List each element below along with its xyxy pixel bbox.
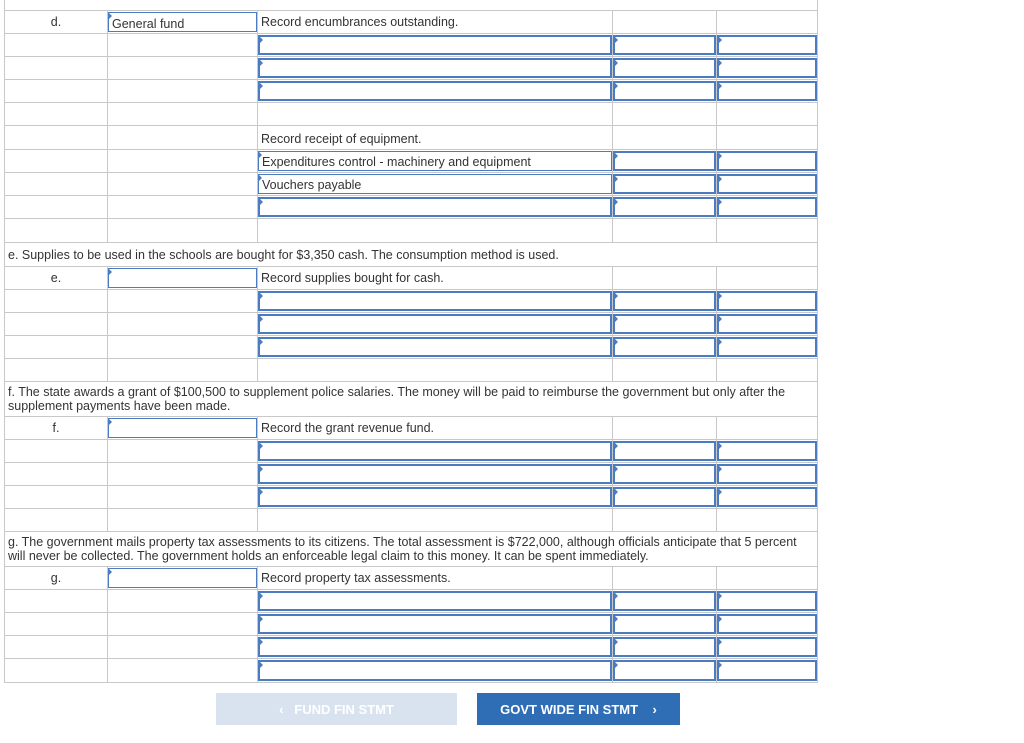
credit-input[interactable] bbox=[717, 487, 817, 507]
debit-input[interactable] bbox=[613, 197, 716, 217]
credit-input[interactable] bbox=[717, 35, 817, 55]
credit-input[interactable] bbox=[717, 314, 817, 334]
entry-d-header-row bbox=[5, 10, 817, 33]
journal-row bbox=[5, 312, 817, 335]
account-input[interactable] bbox=[258, 337, 612, 357]
credit-input[interactable] bbox=[717, 174, 817, 194]
entry-note: Record property tax assessments. bbox=[261, 571, 451, 585]
entry-g-header-row bbox=[5, 566, 817, 589]
question-f-row bbox=[5, 381, 817, 416]
journal-row bbox=[5, 635, 817, 658]
entry-label: d. bbox=[5, 11, 108, 33]
debit-input[interactable] bbox=[613, 337, 716, 357]
account-input[interactable] bbox=[258, 441, 612, 461]
credit-input[interactable] bbox=[717, 58, 817, 78]
journal-row bbox=[5, 612, 817, 635]
debit-input[interactable] bbox=[613, 35, 716, 55]
debit-input[interactable] bbox=[613, 637, 716, 657]
account-input[interactable] bbox=[258, 81, 612, 101]
journal-row bbox=[5, 149, 817, 172]
journal-row bbox=[5, 195, 817, 218]
credit-input[interactable] bbox=[717, 337, 817, 357]
debit-input[interactable] bbox=[613, 174, 716, 194]
account-input[interactable] bbox=[258, 487, 612, 507]
journal-entry-table bbox=[4, 0, 818, 683]
account-input[interactable] bbox=[258, 314, 612, 334]
account-input[interactable]: Expenditures control - machinery and equipment bbox=[258, 151, 612, 171]
entry-note: Record supplies bought for cash. bbox=[261, 271, 444, 285]
journal-row bbox=[5, 56, 817, 79]
entry-f-header-row bbox=[5, 416, 817, 439]
debit-input[interactable] bbox=[613, 291, 716, 311]
note-cell bbox=[258, 11, 613, 33]
chevron-right-icon: › bbox=[652, 701, 657, 717]
fund-select[interactable] bbox=[108, 268, 257, 288]
account-input[interactable] bbox=[258, 58, 612, 78]
debit-input[interactable] bbox=[613, 464, 716, 484]
debit-input[interactable] bbox=[613, 591, 716, 611]
chevron-left-icon: ‹ bbox=[279, 701, 284, 717]
entry-label: e. bbox=[5, 267, 108, 289]
journal-row-empty bbox=[5, 218, 817, 242]
question-g-row bbox=[5, 531, 817, 566]
fund-cell bbox=[108, 11, 258, 33]
account-input[interactable] bbox=[258, 660, 612, 681]
credit-input[interactable] bbox=[717, 291, 817, 311]
account-input[interactable] bbox=[258, 637, 612, 657]
prev-tab-button[interactable] bbox=[216, 693, 457, 725]
fund-select[interactable]: General fund bbox=[108, 12, 257, 32]
entry-e-header-row bbox=[5, 266, 817, 289]
journal-row-empty bbox=[5, 358, 817, 381]
debit-input[interactable] bbox=[613, 660, 716, 681]
account-input[interactable] bbox=[258, 291, 612, 311]
account-input[interactable]: Vouchers payable bbox=[258, 174, 612, 194]
journal-row bbox=[5, 485, 817, 508]
journal-row-empty bbox=[5, 102, 817, 125]
question-text: g. The government mails property tax assessments to its citizens. The total assessment is $722,000, although officials anticipate that 5 percent will never be collected. The government holds an enforceable legal claim to this money. It can be spent immediately. bbox=[8, 535, 797, 563]
journal-row bbox=[5, 335, 817, 358]
entry-note: Record the grant revenue fund. bbox=[261, 421, 435, 435]
debit-input[interactable] bbox=[613, 441, 716, 461]
fund-select[interactable] bbox=[108, 568, 257, 588]
fund-select[interactable] bbox=[108, 418, 257, 438]
journal-row bbox=[5, 439, 817, 462]
account-input[interactable] bbox=[258, 614, 612, 634]
credit-input[interactable] bbox=[717, 81, 817, 101]
journal-row bbox=[5, 658, 817, 682]
entry-note: Record receipt of equipment. bbox=[261, 132, 422, 146]
credit-input[interactable] bbox=[717, 591, 817, 611]
question-text: e. Supplies to be used in the schools are bought for $3,350 cash. The consumption method is used. bbox=[8, 248, 559, 262]
entry-d2-note-row bbox=[5, 125, 817, 149]
next-tab-button[interactable] bbox=[477, 693, 680, 725]
debit-input[interactable] bbox=[613, 58, 716, 78]
debit-input[interactable] bbox=[613, 81, 716, 101]
credit-input[interactable] bbox=[717, 464, 817, 484]
prev-tab-label: FUND FIN STMT bbox=[294, 701, 394, 717]
credit-input[interactable] bbox=[717, 660, 817, 681]
journal-row bbox=[5, 79, 817, 102]
question-e-row bbox=[5, 242, 817, 266]
account-input[interactable] bbox=[258, 591, 612, 611]
debit-input[interactable] bbox=[613, 487, 716, 507]
entry-label: g. bbox=[5, 567, 108, 589]
question-text: f. The state awards a grant of $100,500 to supplement police salaries. The money will be paid to reimburse the government but only after the supplement payments have been made. bbox=[8, 385, 786, 413]
journal-row bbox=[5, 462, 817, 485]
journal-row bbox=[5, 289, 817, 312]
journal-row bbox=[5, 172, 817, 195]
credit-input[interactable] bbox=[717, 614, 817, 634]
journal-row bbox=[5, 589, 817, 612]
credit-input[interactable] bbox=[717, 197, 817, 217]
entry-label: f. bbox=[5, 417, 108, 439]
credit-input[interactable] bbox=[717, 441, 817, 461]
journal-row-empty bbox=[5, 508, 817, 531]
debit-input[interactable] bbox=[613, 614, 716, 634]
credit-input[interactable] bbox=[717, 637, 817, 657]
journal-row bbox=[5, 33, 817, 56]
next-tab-label: GOVT WIDE FIN STMT bbox=[500, 701, 639, 717]
debit-input[interactable] bbox=[613, 151, 716, 171]
account-input[interactable] bbox=[258, 35, 612, 55]
account-input[interactable] bbox=[258, 197, 612, 217]
debit-input[interactable] bbox=[613, 314, 716, 334]
entry-note: Record encumbrances outstanding. bbox=[261, 15, 459, 29]
account-input[interactable] bbox=[258, 464, 612, 484]
credit-input[interactable] bbox=[717, 151, 817, 171]
